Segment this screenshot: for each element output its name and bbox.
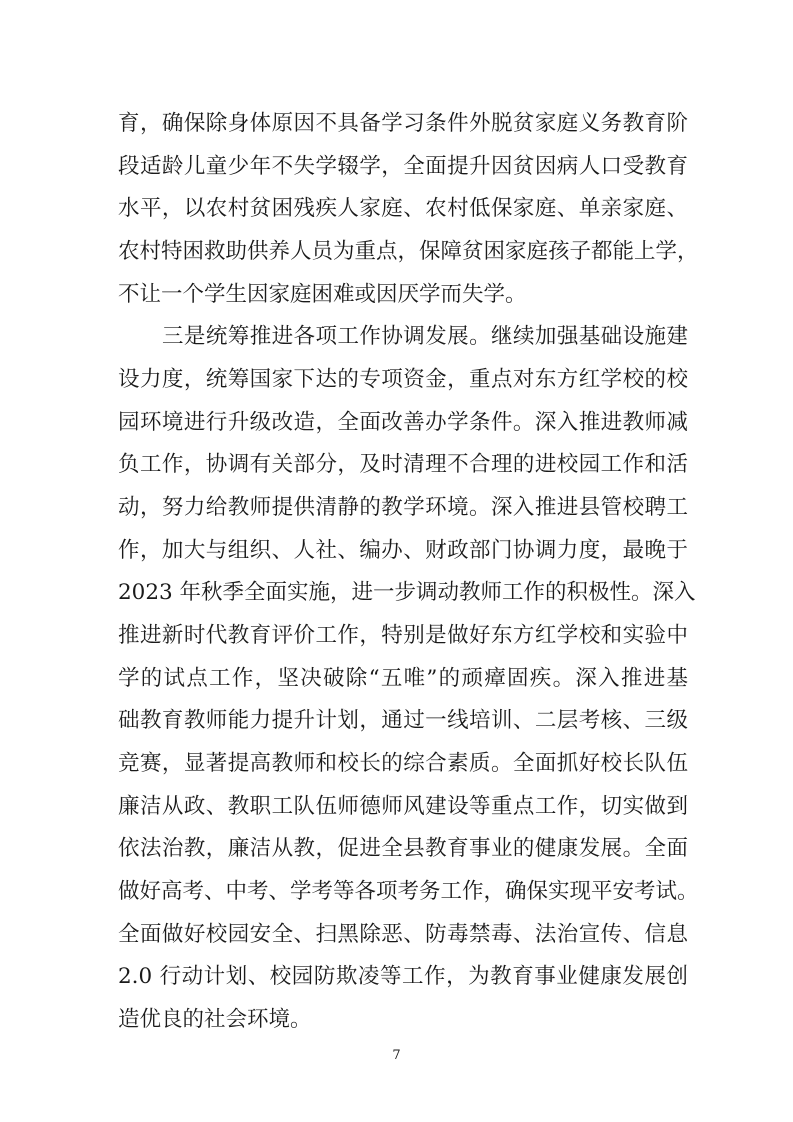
body-text-line: 动，努力给教师提供清静的教学环境。深入推进县管校聘工 (118, 495, 688, 520)
body-text-line: 水平，以农村贫困残疾人家庭、农村低保家庭、单亲家庭、 (118, 196, 688, 221)
body-text-line: 依法治教，廉洁从教，促进全县教育事业的健康发展。全面 (118, 836, 688, 861)
body-text-line: 育，确保除身体原因不具备学习条件外脱贫家庭义务教育阶 (118, 111, 688, 136)
body-text-line: 2023 年秋季全面实施，进一步调动教师工作的积极性。深入 (118, 580, 696, 605)
body-text-line: 廉洁从政、教职工队伍师德师风建设等重点工作，切实做到 (118, 794, 688, 819)
body-text-line: 全面做好校园安全、扫黑除恶、防毒禁毒、法治宣传、信息 (118, 922, 688, 947)
body-text-line: 学的试点工作，坚决破除“五唯”的顽瘴固疾。深入推进基 (118, 666, 688, 691)
body-text-line: 推进新时代教育评价工作，特别是做好东方红学校和实验中 (118, 623, 688, 648)
body-text-line: 不让一个学生因家庭困难或因厌学而失学。 (118, 282, 527, 307)
paragraph-heading-line: 三是统筹推进各项工作协调发展。继续加强基础设施建 (162, 324, 688, 349)
page-number: 7 (392, 1048, 401, 1063)
body-text-line: 设力度，统筹国家下达的专项资金，重点对东方红学校的校 (118, 367, 688, 392)
body-text-line: 做好高考、中考、学考等各项考务工作，确保实现平安考试。 (118, 879, 699, 904)
body-text-line: 园环境进行升级改造，全面改善办学条件。深入推进教师减 (118, 410, 688, 435)
body-text-line: 2.0 行动计划、校园防欺凌等工作，为教育事业健康发展创 (118, 964, 688, 989)
body-text-line: 段适龄儿童少年不失学辍学，全面提升因贫因病人口受教育 (118, 154, 688, 179)
body-text-line: 础教育教师能力提升计划，通过一线培训、二层考核、三级 (118, 708, 688, 733)
body-text-line: 竞赛，显著提高教师和校长的综合素质。全面抓好校长队伍 (118, 751, 688, 776)
body-text-line: 农村特困救助供养人员为重点，保障贫困家庭孩子都能上学， (118, 239, 699, 264)
body-text-line: 负工作，协调有关部分，及时清理不合理的进校园工作和活 (118, 452, 688, 477)
body-text-line: 作，加大与组织、人社、编办、财政部门协调力度，最晚于 (118, 538, 688, 563)
body-text-line: 造优良的社会环境。 (118, 1007, 312, 1032)
